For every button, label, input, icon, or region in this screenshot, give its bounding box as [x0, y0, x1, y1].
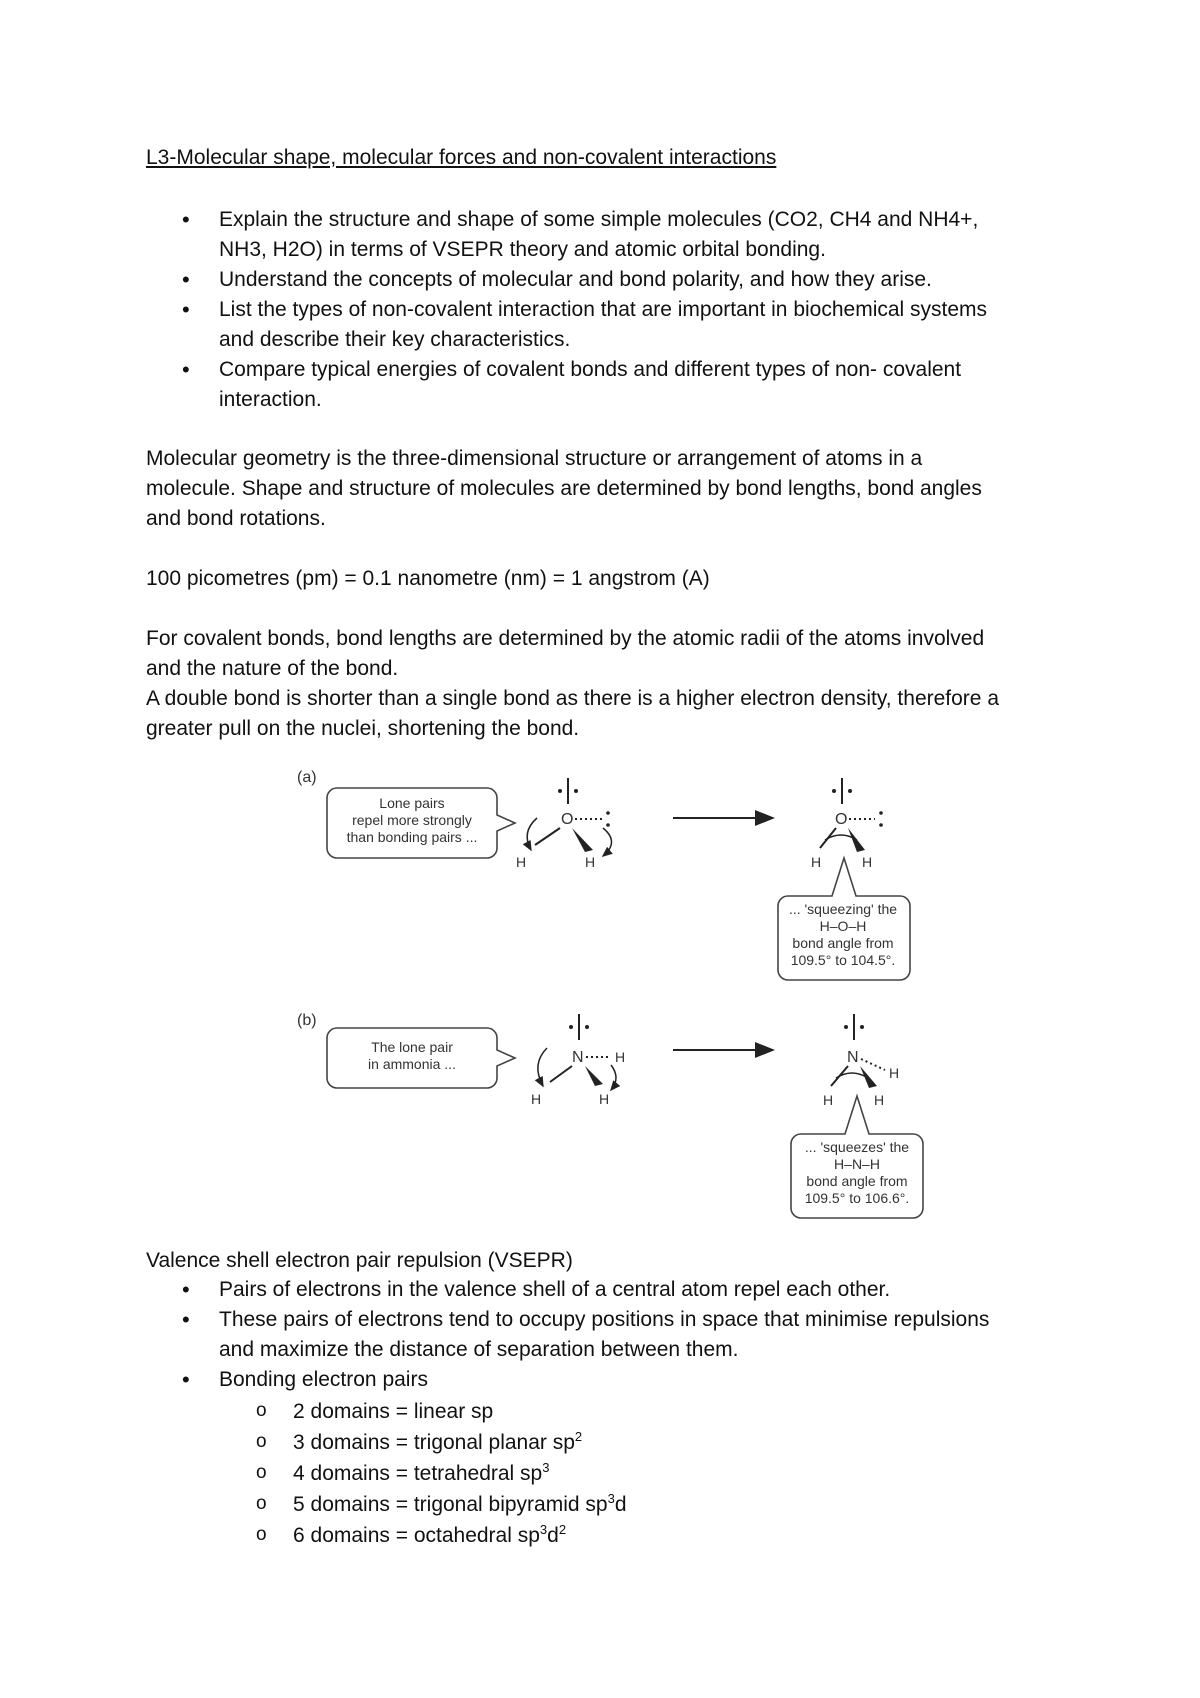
- vsepr-lone-pair-figure: [285, 760, 935, 1230]
- geometry-paragraph: Molecular geometry is the three-dimensional structure or arrangement of atoms in a molecule. Shape and structure of molecules are determined by bond lengths, bond angles and bond rotations.: [146, 447, 982, 530]
- hydrogen-atom: H: [889, 1065, 900, 1081]
- panel-a-callout: [327, 788, 515, 858]
- list-item: o 4 domains = tetrahedral $sp^3$: [146, 1458, 627, 1489]
- hydrogen-atom: H: [599, 1091, 610, 1107]
- vsepr-heading: Valence shell electron pair repulsion (VSEPR): [146, 1249, 573, 1272]
- page-title: L3-Molecular shape, molecular forces and non-covalent interactions: [146, 146, 777, 169]
- note-line: bond angle from: [806, 1173, 908, 1189]
- ammonia-final-structure: [823, 1014, 899, 1108]
- water-final-structure: [811, 778, 883, 870]
- hydrogen-atom: H: [811, 854, 822, 870]
- callout-line: The lone pair: [371, 1039, 453, 1055]
- list-item: • Bonding electron pairs: [146, 1365, 989, 1395]
- note-line: H–N–H: [834, 1156, 880, 1172]
- hydrogen-atom: H: [823, 1092, 834, 1108]
- oxygen-atom: O: [835, 811, 848, 828]
- panel-a-label: (a): [297, 769, 317, 786]
- bond-length-paragraph: For covalent bonds, bond lengths are determined by the atomic radii of the atoms involved and the nature of the bond. A double bond is shorter than a single bond as there is a higher electron density, therefore a greater pull on the nuclei, shortening the bond.: [146, 627, 999, 740]
- callout-line: repel more strongly: [352, 812, 472, 828]
- hydrogen-atom: H: [874, 1092, 885, 1108]
- note-line: ... 'squeezes' the: [804, 1139, 910, 1155]
- note-line: 109.5° to 104.5°.: [790, 952, 896, 968]
- oxygen-atom: O: [561, 811, 574, 828]
- list-item: o 6 domains = octahedral $sp^3d^2$: [146, 1520, 627, 1551]
- list-item: o 3 domains = trigonal planar $sp^2$: [146, 1427, 627, 1458]
- panel-a-angle-note: [778, 858, 910, 980]
- hydrogen-atom: H: [615, 1049, 626, 1065]
- hydrogen-atom: H: [585, 854, 596, 870]
- list-item: • Understand the concepts of molecular and bond polarity, and how they arise.: [146, 265, 987, 295]
- list-item: • These pairs of electrons tend to occupy positions in space that minimise repulsions and maximize the distance of separation between them.: [146, 1305, 989, 1365]
- panel-b-callout: [327, 1028, 515, 1088]
- list-item: • Explain the structure and shape of some simple molecules (CO2, CH4 and NH4+, NH3, H2O) in terms of VSEPR theory and atomic orbital bonding.: [146, 205, 987, 265]
- hydrogen-atom: H: [516, 854, 527, 870]
- callout-line: than bonding pairs ...: [346, 829, 478, 845]
- list-item: • Pairs of electrons in the valence shell of a central atom repel each other.: [146, 1275, 989, 1305]
- note-line: 109.5° to 106.6°.: [804, 1190, 910, 1206]
- list-item: • List the types of non-covalent interaction that are important in biochemical systems and describe their key characteristics.: [146, 295, 987, 355]
- hydrogen-atom: H: [862, 854, 873, 870]
- electron-domains-list: [146, 1396, 627, 1551]
- note-line: bond angle from: [792, 935, 894, 951]
- units-line: 100 picometres (pm) = 0.1 nanometre (nm) = 1 angstrom (A): [146, 567, 710, 590]
- callout-line: in ammonia ...: [368, 1056, 456, 1072]
- nitrogen-atom: N: [572, 1049, 584, 1066]
- panel-b-label: (b): [297, 1012, 317, 1029]
- list-item: • Compare typical energies of covalent bonds and different types of non- covalent interaction.: [146, 355, 987, 415]
- ammonia-initial-structure: [531, 1014, 625, 1107]
- callout-line: Lone pairs: [379, 795, 445, 811]
- water-initial-structure: [516, 778, 612, 870]
- nitrogen-atom: N: [847, 1049, 859, 1066]
- note-line: ... 'squeezing' the: [788, 901, 898, 917]
- list-item: o 5 domains = trigonal bipyramid $sp^3d$: [146, 1489, 627, 1520]
- list-item: o 2 domains = linear sp: [146, 1396, 627, 1427]
- panel-b-angle-note: [791, 1096, 923, 1218]
- hydrogen-atom: H: [531, 1091, 542, 1107]
- objectives-list: [146, 205, 987, 415]
- note-line: H–O–H: [819, 918, 867, 934]
- vsepr-points-list: [146, 1275, 989, 1395]
